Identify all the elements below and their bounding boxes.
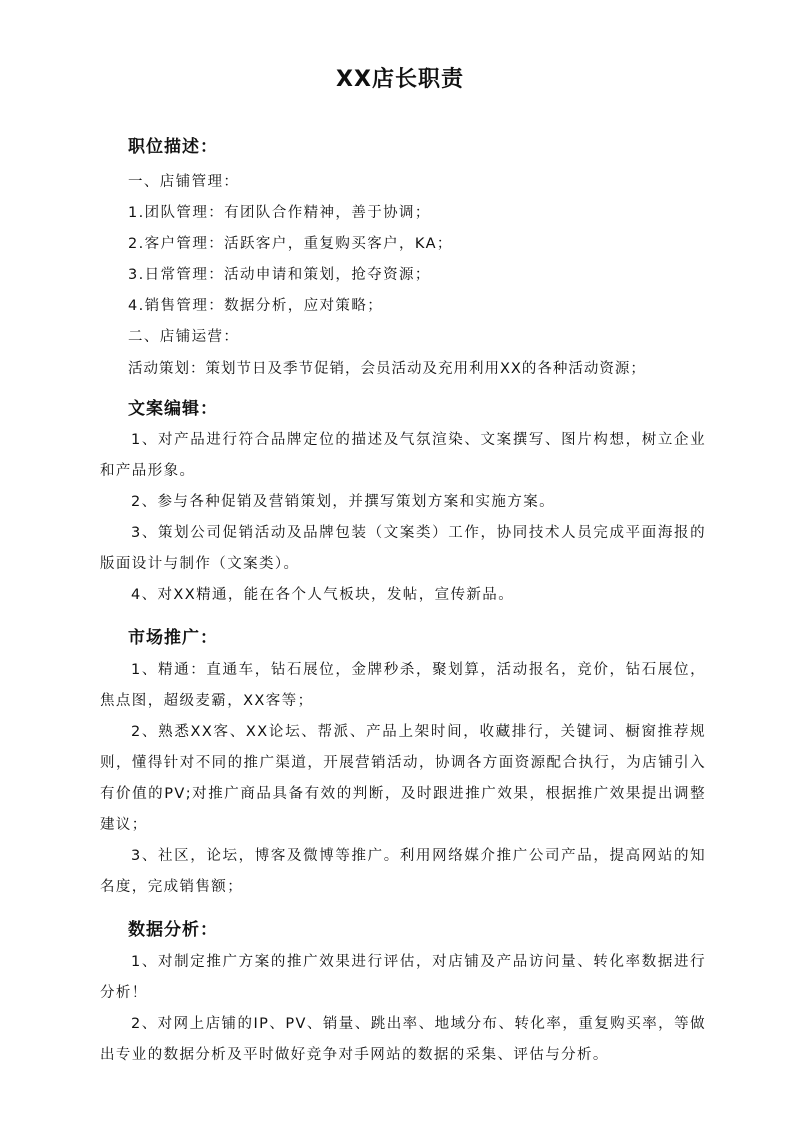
shop-management-subheading: 一、店铺管理： — [128, 174, 240, 190]
shop-operation-subheading: 二、店铺运营： — [128, 329, 240, 345]
duty-item-sales: 4.销售管理：数据分析，应对策略； — [128, 298, 384, 314]
section-heading-copywriting: 文案编辑： — [128, 399, 218, 419]
section-heading-marketing: 市场推广： — [128, 628, 218, 648]
marketing-paragraph-2: 2、熟悉XX客、XX论坛、帮派、产品上架时间，收藏排行，关键词、橱窗推荐规则，懂得针对不同的推广渠道，开展营销活动，协调各方面资源配合执行，为店铺引入有价值的PV;对推广商品具备有效的判断，及时跟进推广效果，根据推广效果提出调整建议； — [100, 724, 706, 833]
copywriting-paragraph-3: 3、策划公司促销活动及品牌包装（文案类）工作，协同技术人员完成平面海报的版面设计与制作（文案类）。 — [100, 525, 706, 572]
copywriting-paragraph-1: 1、对产品进行符合品牌定位的描述及气氛渲染、文案撰写、图片构想，树立企业和产品形象。 — [100, 432, 706, 479]
data-analysis-paragraph-2: 2、对网上店铺的IP、PV、销量、跳出率、地域分布、转化率，重复购买率，等做出专业的数据分析及平时做好竞争对手网站的数据的采集、评估与分析。 — [100, 1016, 706, 1063]
document-title: XX店长职责 — [336, 67, 464, 92]
data-analysis-paragraph-1: 1、对制定推广方案的推广效果进行评估，对店铺及产品访问量、转化率数据进行分析！ — [100, 954, 706, 1001]
marketing-paragraph-1: 1、精通：直通车，钻石展位，金牌秒杀，聚划算，活动报名，竞价，钻石展位，焦点图，超级麦霸，XX客等； — [100, 662, 706, 709]
activity-planning-line: 活动策划：策划节日及季节促销，会员活动及充用利用XX的各种活动资源； — [128, 361, 646, 377]
duty-item-daily: 3.日常管理：活动申请和策划，抢夺资源； — [128, 267, 431, 283]
section-heading-data-analysis: 数据分析： — [128, 920, 218, 940]
duty-item-customer: 2.客户管理：活跃客户，重复购买客户，KA； — [128, 236, 453, 252]
marketing-paragraph-3: 3、社区，论坛，博客及微博等推广。利用网络媒介推广公司产品，提高网站的知名度，完成销售额； — [100, 848, 706, 895]
copywriting-paragraph-4: 4、对XX精通，能在各个人气板块，发帖，宣传新品。 — [131, 587, 515, 603]
section-heading-position-description: 职位描述： — [128, 137, 218, 157]
duty-item-team: 1.团队管理：有团队合作精神，善于协调； — [128, 205, 431, 221]
copywriting-paragraph-2: 2、参与各种促销及营销策划，并撰写策划方案和实施方案。 — [131, 494, 556, 510]
